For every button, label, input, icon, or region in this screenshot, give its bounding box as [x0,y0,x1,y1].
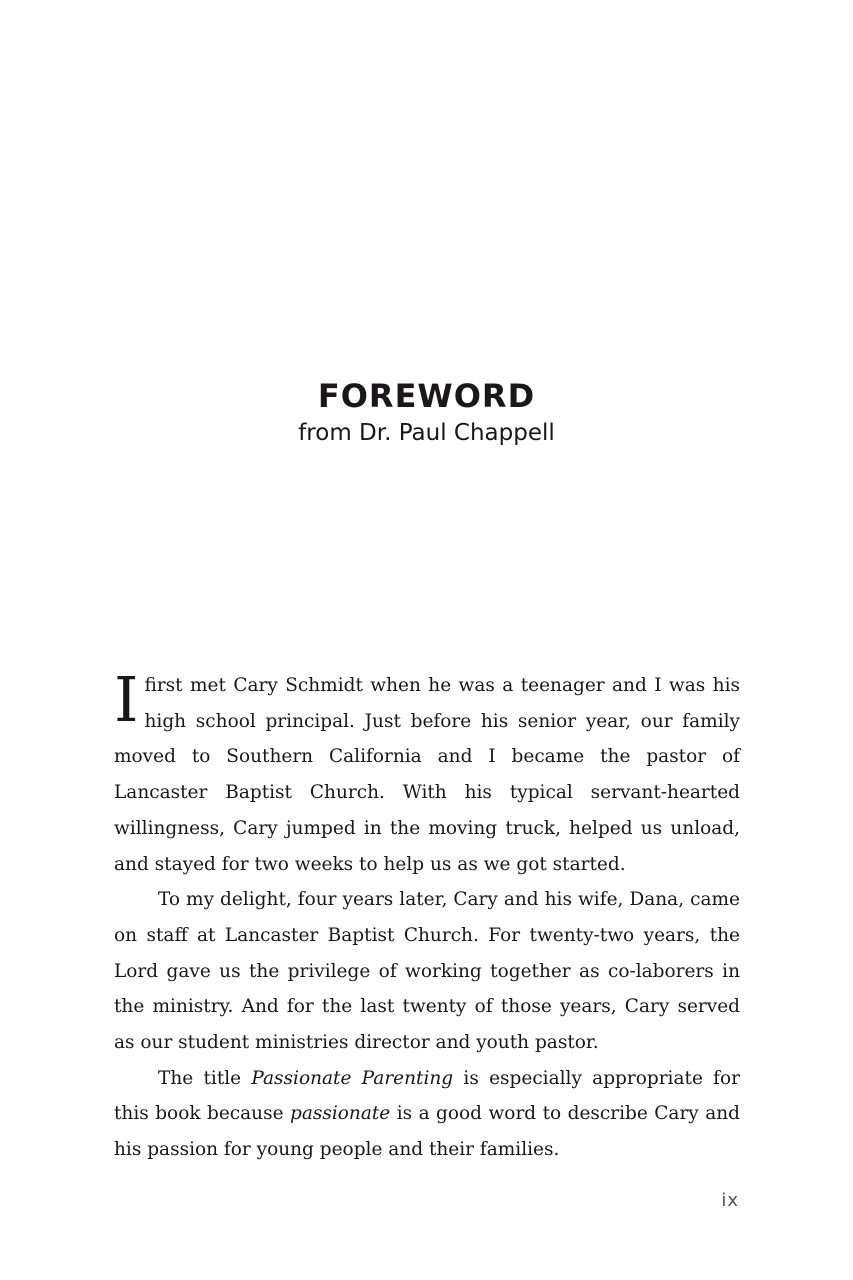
drop-cap: I [114,663,139,736]
paragraph-2: To my delight, four years later, Cary and his wife, Dana, came on staff at Lancaster Baptist Church. For twenty-two years, the Lord gave us the privilege of working together as co-laborers in the ministry. And for the last twenty of those years, Cary served as our student ministries director and youth pastor. [114,889,740,1054]
paragraph-3-part-2: is especially appropriate for this book because [114,1067,740,1125]
foreword-body [114,663,740,1168]
book-title-italic: Passionate Parenting [251,1067,454,1089]
chapter-subtitle: from Dr. Paul Chappell [298,420,555,446]
chapter-heading [0,376,853,448]
paragraph-3-part-1: The title [158,1067,252,1089]
paragraph-1 [114,663,740,882]
chapter-title: FOREWORD [317,377,536,415]
passionate-italic: passionate [290,1103,391,1125]
paragraph-3 [114,1061,740,1168]
page-number: ix [721,1190,739,1211]
paragraph-3-part-3: is a good word to describe Cary and his passion for young people and their families. [114,1103,740,1161]
paragraph-1-text: first met Cary Schmidt when he was a teenager and I was his high school principal. Just before his senior year, our family moved to Southern California and I became the pastor of Lancaster Baptist Church. With his typical servant-hearted willingness, Cary jumped in the moving truck, helped us unload, and stayed for two weeks to help us as we got started. [114,675,740,875]
